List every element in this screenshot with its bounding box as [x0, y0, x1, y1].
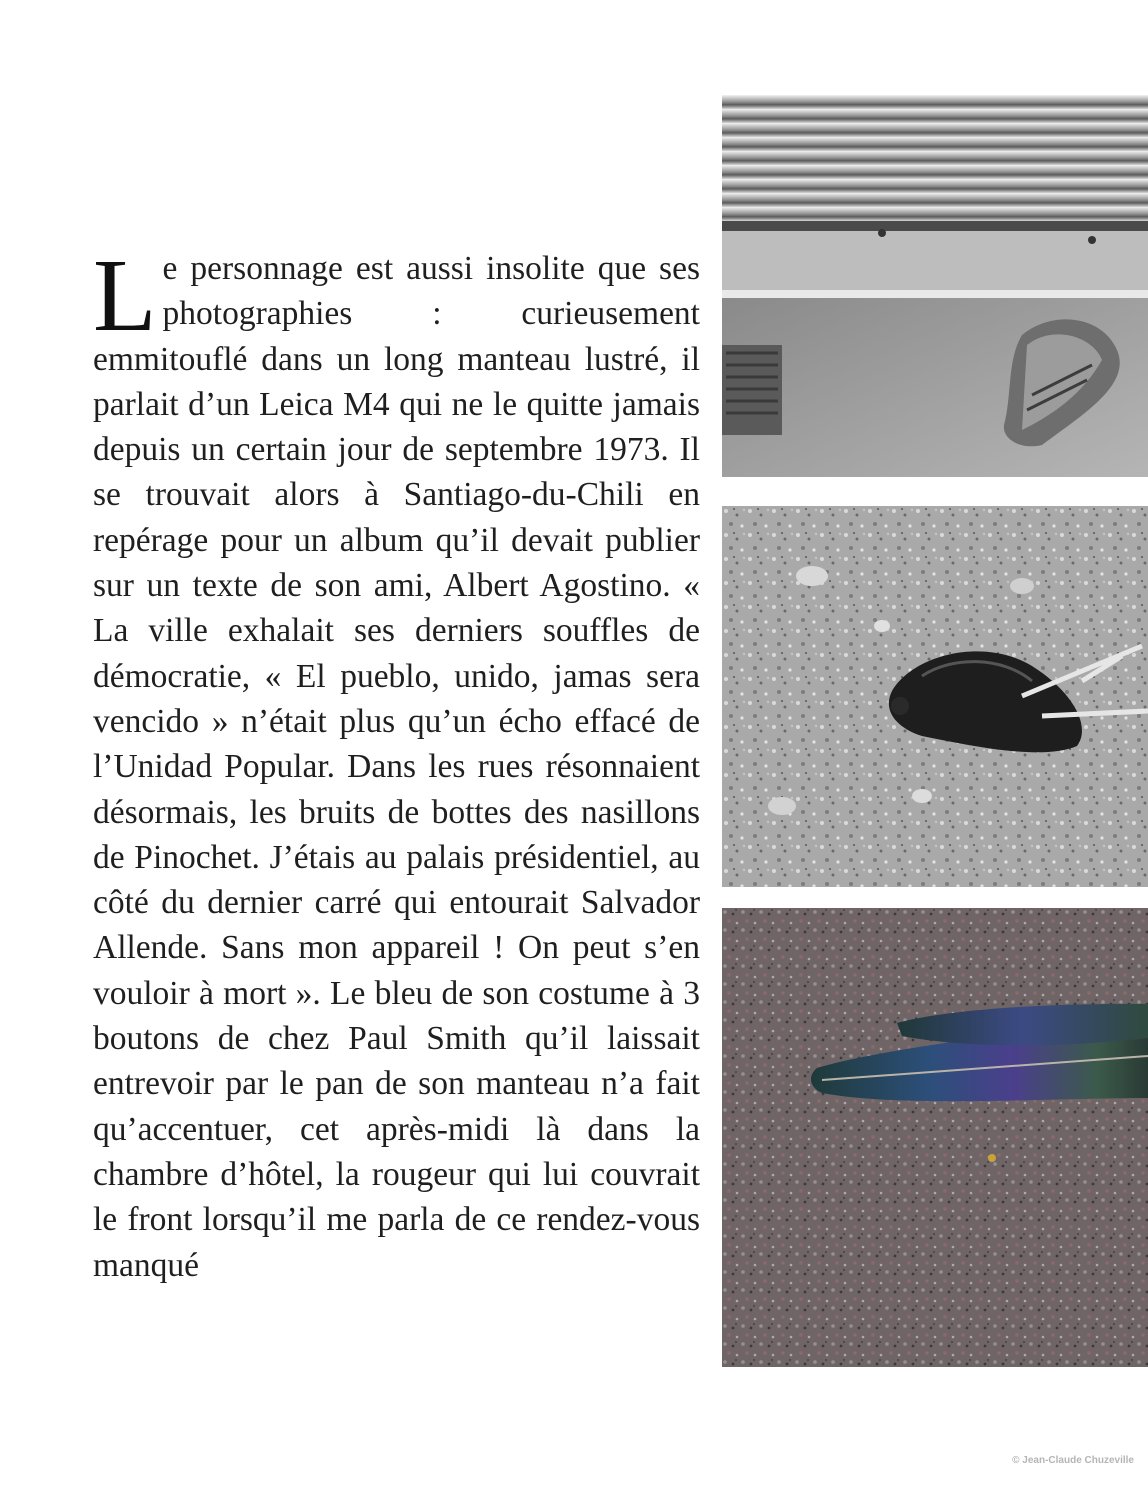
- drop-cap: L: [93, 238, 157, 353]
- photo-feathers-asphalt: [722, 908, 1148, 1367]
- article-body: e personnage est aussi insolite que ses photographies : curieusement emmitouflé dans un long manteau lustré, il parlait d’un Leica M4 qui ne le quitte jamais depuis un certain jour de septembre 1973. Il se trouvait alors à Santiago-du-Chili en repérage pour un album qu’il devait publier sur un texte de son ami, Albert Agostino. « La ville exhalait ses derniers souffles de démocratie, « El pueblo, unido, jamas sera vencido » n’était plus qu’un écho effacé de l’Unidad Popular. Dans les rues résonnaient désormais, les bruits de bottes des nasillons de Pinochet. J’étais au palais présidentiel, au côté du dernier carré qui entourait Salvador Allende. Sans mon appareil ! On peut s’en vouloir à mort ». Le bleu de son costume à 3 boutons de chez Paul Smith qu’il laissait entrevoir par le pan de son manteau n’a fait qu’accentuer, cet après-midi là dans la chambre d’hôtel, la rougeur qui lui couvrait le front lorsqu’il me parla de ce rendez-vous manqué: [93, 250, 700, 1284]
- photo-credit: © Jean-Claude Chuzeville: [1012, 1455, 1134, 1466]
- article-text: [93, 238, 700, 1288]
- photo-bird-shutter: [722, 95, 1148, 477]
- photo-bird-gravel: [722, 506, 1148, 887]
